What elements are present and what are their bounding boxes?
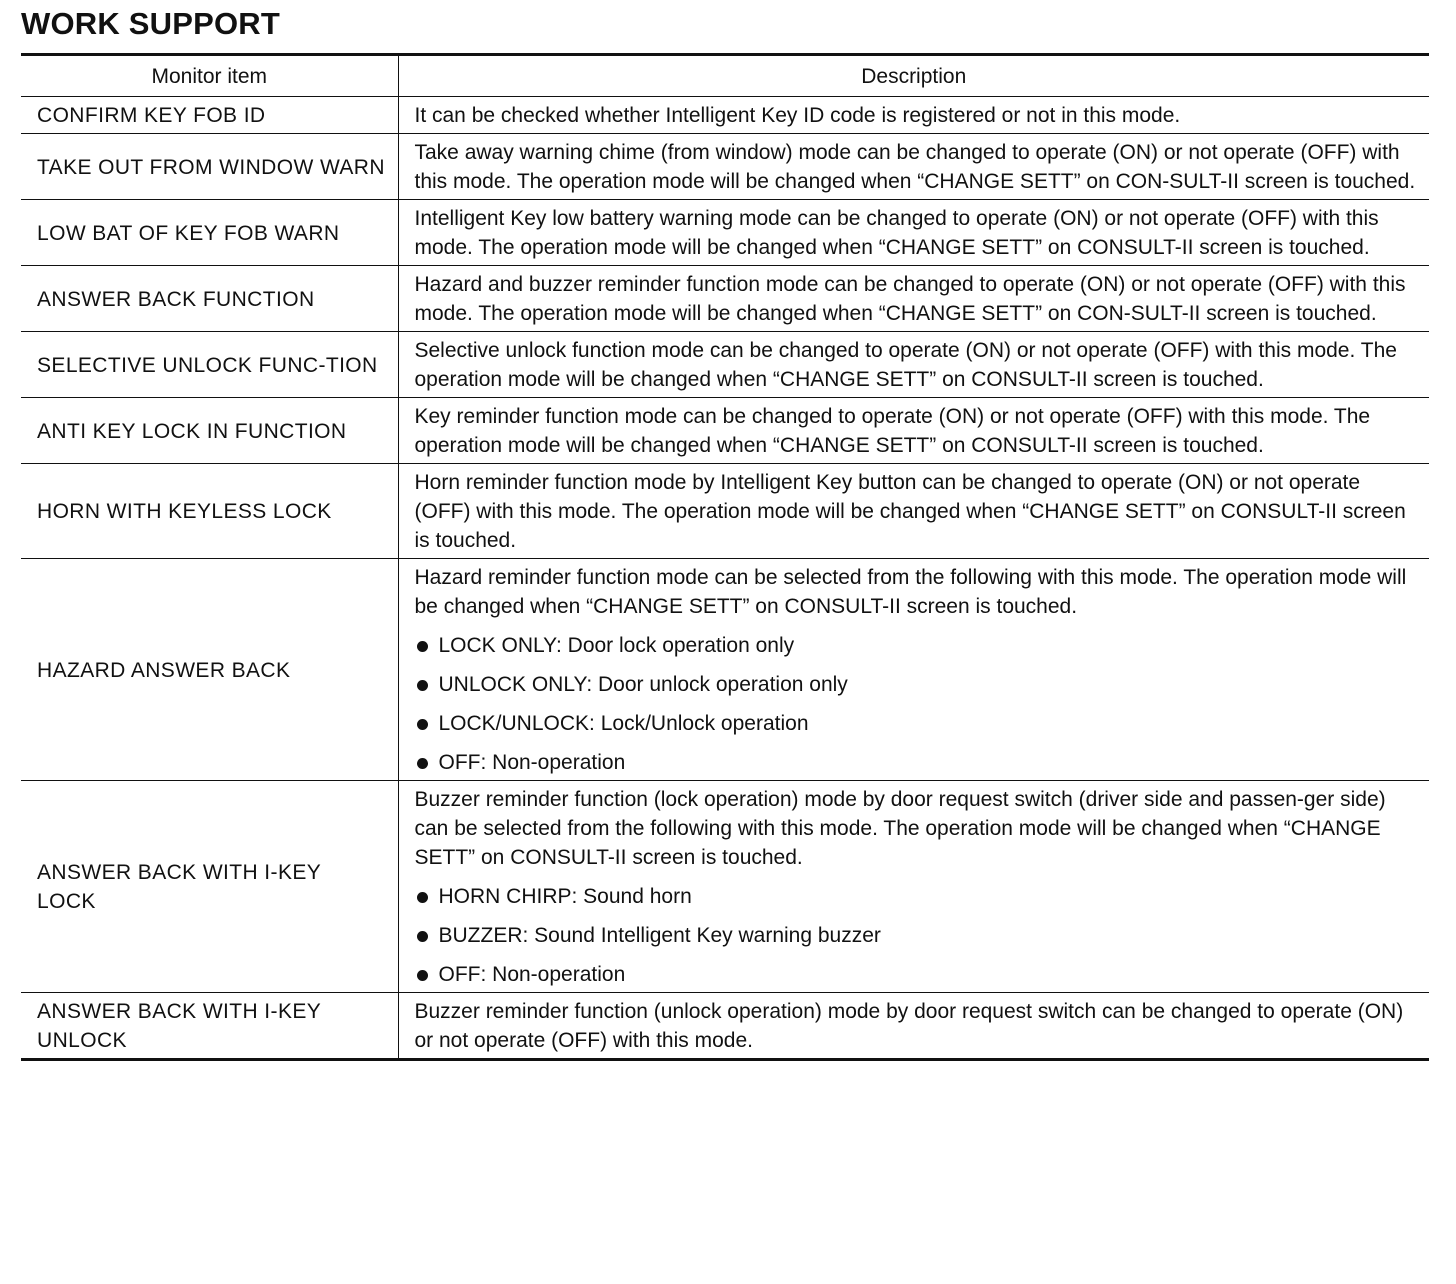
option-list-item: LOCK ONLY: Door lock operation only xyxy=(415,631,1418,660)
header-row xyxy=(21,55,1429,97)
table-row xyxy=(21,464,1429,559)
table-row xyxy=(21,993,1429,1060)
option-list-item: HORN CHIRP: Sound horn xyxy=(415,882,1418,911)
table-header xyxy=(21,55,1429,97)
option-list-item: UNLOCK ONLY: Door unlock operation only xyxy=(415,670,1418,699)
description-text: Horn reminder function mode by Intelligent Key button can be changed to operate (ON) or not operate (OFF) with this mode. The operation mode will be changed when “CHANGE SETT” on CONSULT-II screen is touched. xyxy=(414,471,1406,552)
table-row xyxy=(21,559,1429,781)
description-cell xyxy=(398,464,1429,559)
description-text: Hazard reminder function mode can be selected from the following with this mode. The operation mode will be changed when “CHANGE SETT” on CONSULT-II screen is touched. xyxy=(414,566,1407,618)
description-cell xyxy=(398,266,1429,332)
monitor-item-cell: CONFIRM KEY FOB ID xyxy=(21,97,398,134)
description-cell xyxy=(398,398,1429,464)
work-support-table xyxy=(21,53,1429,1061)
monitor-item-cell: ANSWER BACK WITH I-KEY LOCK xyxy=(21,781,398,993)
table-row xyxy=(21,134,1429,200)
option-list-item: LOCK/UNLOCK: Lock/Unlock operation xyxy=(415,709,1418,738)
monitor-item-cell: ANTI KEY LOCK IN FUNCTION xyxy=(21,398,398,464)
description-cell xyxy=(398,781,1429,993)
monitor-item-cell: TAKE OUT FROM WINDOW WARN xyxy=(21,134,398,200)
table-row xyxy=(21,266,1429,332)
table-body xyxy=(21,97,1429,1060)
description-text: Buzzer reminder function (lock operation) mode by door request switch (driver side and passen-ger side) can be selected from the following with this mode. The operation mode will be changed when “CHANGE SETT” on CONSULT-II screen is touched. xyxy=(414,788,1386,869)
monitor-item-cell: LOW BAT OF KEY FOB WARN xyxy=(21,200,398,266)
option-list-item: OFF: Non-operation xyxy=(415,748,1418,777)
column-header-description: Description xyxy=(398,55,1429,97)
table-row xyxy=(21,398,1429,464)
monitor-item-cell: SELECTIVE UNLOCK FUNC-TION xyxy=(21,332,398,398)
option-list-item: OFF: Non-operation xyxy=(415,960,1418,989)
table-row xyxy=(21,97,1429,134)
option-list xyxy=(415,631,1418,777)
monitor-item-cell: HAZARD ANSWER BACK xyxy=(21,559,398,781)
description-cell xyxy=(398,134,1429,200)
table-row xyxy=(21,332,1429,398)
description-cell xyxy=(398,993,1429,1060)
option-list-item: BUZZER: Sound Intelligent Key warning buzzer xyxy=(415,921,1418,950)
column-header-monitor-item: Monitor item xyxy=(21,55,398,97)
monitor-item-cell: ANSWER BACK FUNCTION xyxy=(21,266,398,332)
description-cell xyxy=(398,97,1429,134)
description-cell xyxy=(398,332,1429,398)
description-text: Take away warning chime (from window) mode can be changed to operate (ON) or not operate (OFF) with this mode. The operation mode will be changed when “CHANGE SETT” on CON-SULT-II screen is touched. xyxy=(414,141,1416,193)
description-text: Buzzer reminder function (unlock operation) mode by door request switch can be changed to operate (ON) or not operate (OFF) with this mode. xyxy=(414,1000,1404,1052)
table-row xyxy=(21,781,1429,993)
description-text: Hazard and buzzer reminder function mode can be changed to operate (ON) or not operate (OFF) with this mode. The operation mode will be changed when “CHANGE SETT” on CON-SULT-II screen is touched. xyxy=(414,273,1406,325)
description-cell xyxy=(398,200,1429,266)
description-text: Intelligent Key low battery warning mode can be changed to operate (ON) or not operate (OFF) with this mode. The operation mode will be changed when “CHANGE SETT” on CONSULT-II screen is touched. xyxy=(414,207,1379,259)
monitor-item-cell: HORN WITH KEYLESS LOCK xyxy=(21,464,398,559)
table-row xyxy=(21,200,1429,266)
option-list xyxy=(415,882,1418,989)
page-title: WORK SUPPORT xyxy=(21,6,281,41)
monitor-item-cell: ANSWER BACK WITH I-KEY UNLOCK xyxy=(21,993,398,1060)
description-cell xyxy=(398,559,1429,781)
description-text: It can be checked whether Intelligent Key ID code is registered or not in this mode. xyxy=(414,104,1181,127)
description-text: Key reminder function mode can be changed to operate (ON) or not operate (OFF) with this mode. The operation mode will be changed when “CHANGE SETT” on CONSULT-II screen is touched. xyxy=(414,405,1371,457)
description-text: Selective unlock function mode can be changed to operate (ON) or not operate (OFF) with this mode. The operation mode will be changed when “CHANGE SETT” on CONSULT-II screen is touched. xyxy=(414,339,1397,391)
